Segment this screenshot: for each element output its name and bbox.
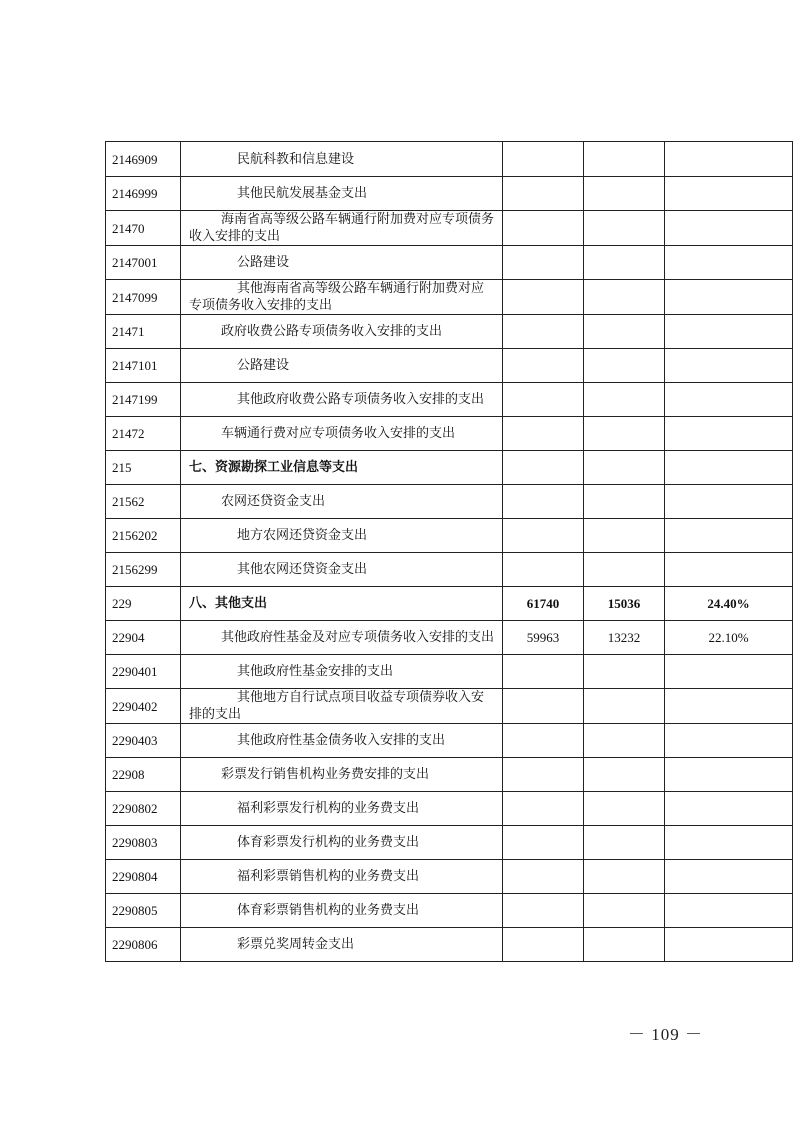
- value-cell: 15036: [584, 587, 665, 621]
- table-row: [106, 826, 793, 860]
- table-row: [106, 349, 793, 383]
- table-row: [106, 280, 793, 315]
- value-cell: [665, 383, 793, 417]
- item-code: 21472: [106, 417, 181, 451]
- table-row: [106, 177, 793, 211]
- value-cell: [584, 928, 665, 962]
- value-cell: [584, 655, 665, 689]
- value-cell: [584, 280, 665, 315]
- item-code: 2290402: [106, 689, 181, 724]
- item-code: 2290401: [106, 655, 181, 689]
- value-cell: [584, 689, 665, 724]
- value-cell: [503, 485, 584, 519]
- value-cell: [665, 894, 793, 928]
- table-row: [106, 587, 793, 621]
- table-row: [106, 860, 793, 894]
- value-cell: 61740: [503, 587, 584, 621]
- value-cell: [503, 177, 584, 211]
- value-cell: [503, 826, 584, 860]
- value-cell: [584, 177, 665, 211]
- value-cell: [665, 928, 793, 962]
- item-code: 2147099: [106, 280, 181, 315]
- value-cell: [584, 860, 665, 894]
- value-cell: [584, 485, 665, 519]
- item-code: 2290403: [106, 724, 181, 758]
- item-name: 公路建设: [181, 246, 503, 280]
- item-name: 政府收费公路专项债务收入安排的支出: [181, 315, 503, 349]
- value-cell: [584, 519, 665, 553]
- item-name: 其他地方自行试点项目收益专项债券收入安排的支出: [181, 689, 503, 724]
- table-row: [106, 451, 793, 485]
- value-cell: [665, 485, 793, 519]
- value-cell: [503, 280, 584, 315]
- item-code: 21470: [106, 211, 181, 246]
- item-code: 2156202: [106, 519, 181, 553]
- value-cell: 22.10%: [665, 621, 793, 655]
- value-cell: [584, 553, 665, 587]
- value-cell: [665, 826, 793, 860]
- value-cell: [503, 689, 584, 724]
- value-cell: [503, 519, 584, 553]
- table-row: [106, 383, 793, 417]
- value-cell: [665, 451, 793, 485]
- item-name: 福利彩票发行机构的业务费支出: [181, 792, 503, 826]
- value-cell: [584, 211, 665, 246]
- value-cell: [584, 758, 665, 792]
- table-row: [106, 519, 793, 553]
- table-row: [106, 485, 793, 519]
- item-name: 公路建设: [181, 349, 503, 383]
- value-cell: [665, 519, 793, 553]
- value-cell: [584, 451, 665, 485]
- value-cell: [503, 792, 584, 826]
- item-code: 22904: [106, 621, 181, 655]
- section-heading: 七、资源勘探工业信息等支出: [181, 451, 503, 485]
- item-code: 215: [106, 451, 181, 485]
- item-code: 229: [106, 587, 181, 621]
- value-cell: [584, 417, 665, 451]
- value-cell: [503, 758, 584, 792]
- value-cell: [584, 826, 665, 860]
- item-name: 民航科教和信息建设: [181, 142, 503, 177]
- item-code: 21562: [106, 485, 181, 519]
- item-code: 2146999: [106, 177, 181, 211]
- value-cell: [503, 553, 584, 587]
- item-code: 2146909: [106, 142, 181, 177]
- value-cell: [665, 689, 793, 724]
- item-code: 2156299: [106, 553, 181, 587]
- item-name: 其他政府性基金安排的支出: [181, 655, 503, 689]
- value-cell: 24.40%: [665, 587, 793, 621]
- value-cell: [665, 142, 793, 177]
- value-cell: [584, 383, 665, 417]
- value-cell: [584, 315, 665, 349]
- value-cell: [665, 211, 793, 246]
- value-cell: [503, 894, 584, 928]
- value-cell: [665, 280, 793, 315]
- table-row: [106, 246, 793, 280]
- value-cell: [665, 246, 793, 280]
- value-cell: [665, 553, 793, 587]
- item-name: 海南省高等级公路车辆通行附加费对应专项债务收入安排的支出: [181, 211, 503, 246]
- item-name: 其他政府性基金及对应专项债务收入安排的支出: [181, 621, 503, 655]
- value-cell: [665, 655, 793, 689]
- item-name: 彩票发行销售机构业务费安排的支出: [181, 758, 503, 792]
- table-row: [106, 724, 793, 758]
- value-cell: [584, 142, 665, 177]
- item-code: 2290802: [106, 792, 181, 826]
- value-cell: [665, 417, 793, 451]
- item-name: 其他海南省高等级公路车辆通行附加费对应专项债务收入安排的支出: [181, 280, 503, 315]
- value-cell: [503, 246, 584, 280]
- value-cell: [503, 655, 584, 689]
- table-row: [106, 792, 793, 826]
- item-name: 体育彩票发行机构的业务费支出: [181, 826, 503, 860]
- value-cell: [503, 383, 584, 417]
- item-name: 车辆通行费对应专项债务收入安排的支出: [181, 417, 503, 451]
- value-cell: [503, 928, 584, 962]
- value-cell: [503, 451, 584, 485]
- value-cell: 59963: [503, 621, 584, 655]
- item-code: 2290803: [106, 826, 181, 860]
- table-row: [106, 417, 793, 451]
- item-name: 其他民航发展基金支出: [181, 177, 503, 211]
- table-row: [106, 553, 793, 587]
- value-cell: [584, 894, 665, 928]
- section-heading: 八、其他支出: [181, 587, 503, 621]
- value-cell: [665, 315, 793, 349]
- item-name: 彩票兑奖周转金支出: [181, 928, 503, 962]
- page-number: － 109 －: [628, 1025, 703, 1044]
- table-row: [106, 142, 793, 177]
- item-name: 福利彩票销售机构的业务费支出: [181, 860, 503, 894]
- item-name: 地方农网还贷资金支出: [181, 519, 503, 553]
- item-code: 2147101: [106, 349, 181, 383]
- item-name: 农网还贷资金支出: [181, 485, 503, 519]
- item-name: 其他农网还贷资金支出: [181, 553, 503, 587]
- value-cell: [503, 860, 584, 894]
- value-cell: [665, 724, 793, 758]
- value-cell: [503, 724, 584, 758]
- value-cell: [503, 142, 584, 177]
- value-cell: [584, 792, 665, 826]
- item-code: 2290804: [106, 860, 181, 894]
- table-row: [106, 211, 793, 246]
- value-cell: [503, 315, 584, 349]
- item-code: 2290806: [106, 928, 181, 962]
- item-code: 2290805: [106, 894, 181, 928]
- value-cell: [503, 417, 584, 451]
- table-row: [106, 655, 793, 689]
- value-cell: [584, 724, 665, 758]
- item-code: 22908: [106, 758, 181, 792]
- item-code: 21471: [106, 315, 181, 349]
- item-name: 其他政府性基金债务收入安排的支出: [181, 724, 503, 758]
- item-code: 2147199: [106, 383, 181, 417]
- value-cell: [503, 211, 584, 246]
- table-row: [106, 894, 793, 928]
- budget-expenditure-table: [105, 141, 793, 962]
- table-row: [106, 928, 793, 962]
- table-row: [106, 621, 793, 655]
- value-cell: [665, 792, 793, 826]
- item-name: 其他政府收费公路专项债务收入安排的支出: [181, 383, 503, 417]
- value-cell: [584, 349, 665, 383]
- value-cell: [503, 349, 584, 383]
- value-cell: [665, 860, 793, 894]
- table-row: [106, 689, 793, 724]
- item-name: 体育彩票销售机构的业务费支出: [181, 894, 503, 928]
- value-cell: [584, 246, 665, 280]
- item-code: 2147001: [106, 246, 181, 280]
- table-row: [106, 758, 793, 792]
- value-cell: [665, 758, 793, 792]
- value-cell: 13232: [584, 621, 665, 655]
- table-row: [106, 315, 793, 349]
- value-cell: [665, 349, 793, 383]
- value-cell: [665, 177, 793, 211]
